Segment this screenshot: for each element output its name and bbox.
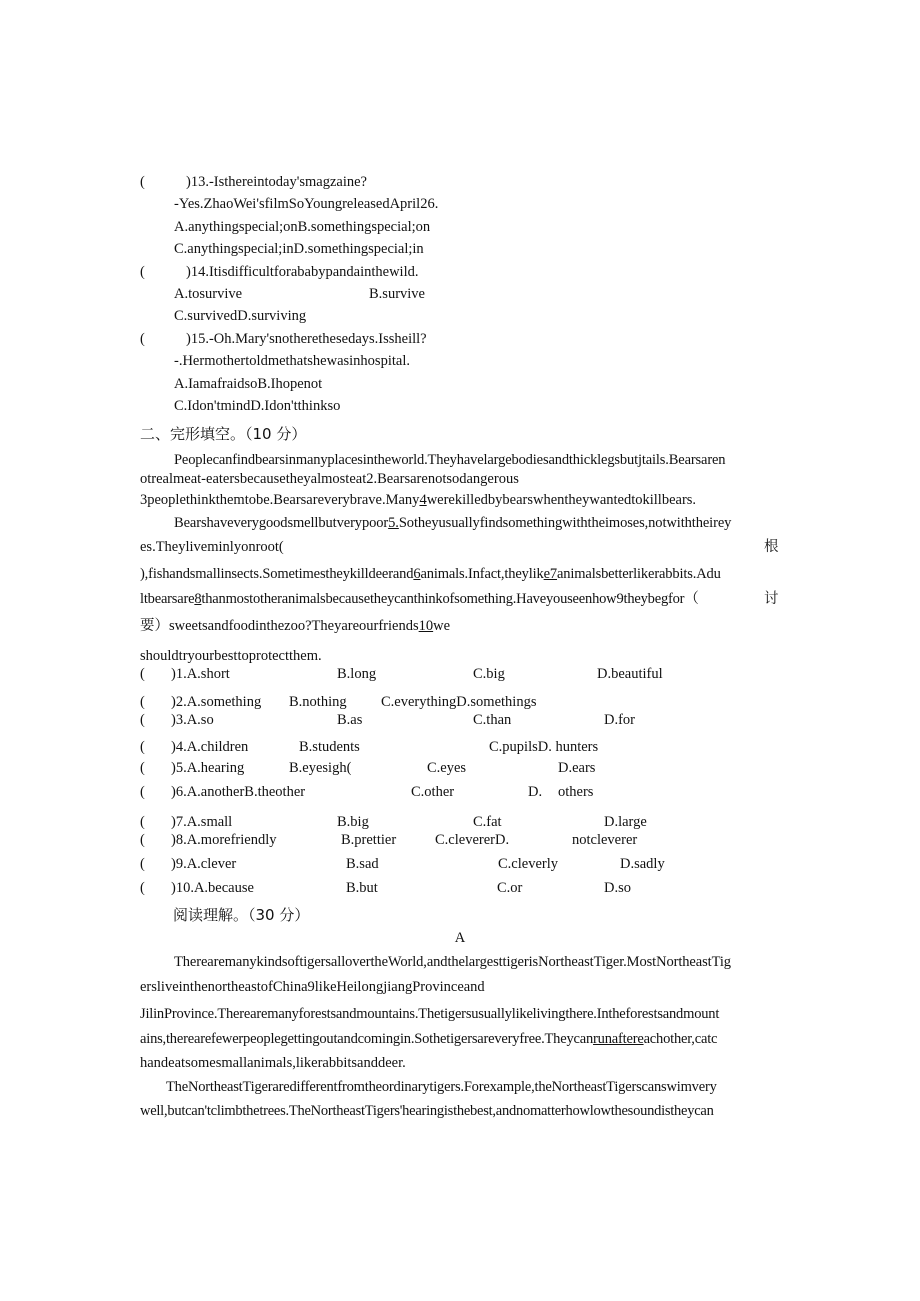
- cloze-p2-line6: shouldtryourbesttoprotectthem.: [140, 648, 322, 664]
- cloze-p2-line4: ltbearsare8thanmostotheranimalsbecausetheycanthinkofsomething.Haveyouseenhow9theybegfor（: [140, 591, 699, 607]
- q13-paren: (: [140, 174, 145, 190]
- opt10-c: C.or: [497, 880, 523, 896]
- opt3-a: )3.A.so: [171, 712, 214, 728]
- q15-paren: (: [140, 331, 145, 347]
- passage-label: A: [454, 930, 466, 946]
- opt9-b: B.sad: [346, 856, 379, 872]
- q14-stem: )14.Itisdifficultforababypandainthewild.: [186, 264, 419, 280]
- cloze-p1-line1: Peoplecanfindbearsinmanyplacesintheworld.Theyhavelargebodiesandthicklegsbutjtails.Bearsaren: [174, 452, 726, 468]
- opt2-b: B.nothing: [289, 694, 347, 710]
- cloze-p1-line2: otrealmeat-eatersbecausetheyalmosteat2.Bearsarenotsodangerous: [140, 471, 519, 487]
- cloze-p2-line4-gloss: 讨: [764, 591, 779, 607]
- opt1-b: B.long: [337, 666, 377, 682]
- q13-reply: -Yes.ZhaoWei'sfilmSoYoungreleasedApril26.: [174, 196, 439, 212]
- reading-line6: TheNortheastTigeraredifferentfromtheordinarytigers.Forexample,theNortheastTigerscanswimvery: [166, 1079, 717, 1095]
- opt8-b: B.prettier: [341, 832, 397, 848]
- cloze-p2-line3: ),fishandsmallinsects.Sometimestheykilldeerand6animals.Infact,theylike7animalsbetterlikerabbits.Adu: [140, 566, 721, 582]
- reading-line1: TherearemanykindsoftigersallovertheWorld,andthelargesttigerisNortheastTiger.MostNortheastTig: [174, 954, 731, 970]
- blank-4: 4: [419, 492, 427, 508]
- opt6-a: )6.A.anotherB.theother: [171, 784, 306, 800]
- opt5-b: B.eyesigh(: [289, 760, 352, 776]
- opt2-c: C.everythingD.somethings: [381, 694, 537, 710]
- blank-8: 8: [194, 591, 202, 607]
- opt9-c: C.cleverly: [498, 856, 558, 872]
- opt3-b: B.as: [337, 712, 363, 728]
- cloze-p2-line1: Bearshaveverygoodsmellbutverypoor5.Sotheyusuallyfindsomethingwiththeimoses,notwiththeirey: [174, 515, 732, 531]
- opt8-paren: (: [140, 832, 145, 848]
- opt4-b: B.students: [299, 739, 360, 755]
- reading-line3: JilinProvince.Therearemanyforestsandmountains.Thetigersusuallylikelivingthere.Intheforestsandmount: [140, 1006, 720, 1022]
- opt3-paren: (: [140, 712, 145, 728]
- opt6-paren: (: [140, 784, 145, 800]
- opt5-c: C.eyes: [427, 760, 467, 776]
- opt6-d: others: [558, 784, 594, 800]
- cloze-p1-line3: 3peoplethinkthemtobe.Bearsareverybrave.Many4werekilledbybearswhentheywantedtokillbears.: [140, 492, 697, 508]
- reading-line2: ersliveinthenortheastofChina9likeHeilongjiangProvinceand: [140, 979, 485, 995]
- cloze-p2-line2-gloss: 根: [764, 539, 779, 555]
- q15-options-cd: C.Idon'tmindD.Idon'tthinkso: [174, 398, 341, 414]
- q13-stem: )13.-Isthereintoday'smagzaine?: [186, 174, 367, 190]
- cloze-p2-line5: 要）sweetsandfoodinthezoo?Theyareourfriends10we: [140, 618, 451, 634]
- opt9-paren: (: [140, 856, 145, 872]
- q13-options-ab: A.anythingspecial;onB.somethingspecial;on: [174, 219, 431, 235]
- cloze-p2-line2: es.Theyliveminlyonroot(: [140, 539, 284, 555]
- opt5-paren: (: [140, 760, 145, 776]
- opt4-c: C.pupilsD. hunters: [489, 739, 599, 755]
- opt10-a: )10.A.because: [171, 880, 254, 896]
- opt10-paren: (: [140, 880, 145, 896]
- opt6-b: C.other: [411, 784, 455, 800]
- opt8-a: )8.A.morefriendly: [171, 832, 277, 848]
- opt3-c: C.than: [473, 712, 512, 728]
- opt5-a: )5.A.hearing: [171, 760, 245, 776]
- opt8-c: C.clevererD.: [435, 832, 510, 848]
- opt10-b: B.but: [346, 880, 378, 896]
- q15-options-ab: A.IamafraidsoB.Ihopenot: [174, 376, 323, 392]
- opt1-d: D.beautiful: [597, 666, 663, 682]
- opt7-b: B.big: [337, 814, 369, 830]
- opt2-a: )2.A.something: [171, 694, 262, 710]
- opt1-a: )1.A.short: [171, 666, 230, 682]
- opt5-d: D.ears: [558, 760, 596, 776]
- q14-option-b: B.survive: [369, 286, 425, 302]
- opt3-d: D.for: [604, 712, 636, 728]
- opt4-paren: (: [140, 739, 145, 755]
- reading-line4: ains,therearefewerpeoplegettingoutandcomingin.Sothetigersareveryfree.Theycanrunaftereachother,catc: [140, 1031, 718, 1047]
- opt7-paren: (: [140, 814, 145, 830]
- q14-paren: (: [140, 264, 145, 280]
- q13-options-cd: C.anythingspecial;inD.somethingspecial;in: [174, 241, 424, 257]
- q15-stem: )15.-Oh.Mary'snotherethesedays.Issheill?: [186, 331, 427, 347]
- opt7-a: )7.A.small: [171, 814, 233, 830]
- opt1-c: C.big: [473, 666, 505, 682]
- opt10-d: D.so: [604, 880, 631, 896]
- reading-line7: well,butcan'tclimbthetrees.TheNortheastTigers'hearingisthebest,andnomatterhowlowthesoundistheycan: [140, 1103, 714, 1119]
- blank-7: e7: [543, 566, 558, 582]
- opt1-paren: (: [140, 666, 145, 682]
- opt9-d: D.sadly: [620, 856, 665, 872]
- opt7-d: D.large: [604, 814, 647, 830]
- q15-reply: -.Hermothertoldmethatshewasinhospital.: [174, 353, 410, 369]
- blank-6: 6: [413, 566, 421, 582]
- opt4-a: )4.A.children: [171, 739, 249, 755]
- q14-options-cd: C.survivedD.surviving: [174, 308, 307, 324]
- q14-option-a: A.tosurvive: [174, 286, 243, 302]
- opt7-c: C.fat: [473, 814, 502, 830]
- blank-5: 5.: [388, 515, 399, 531]
- blank-10: 10: [418, 618, 434, 634]
- reading-heading: 阅读理解。（30 分）: [173, 906, 310, 924]
- opt9-a: )9.A.clever: [171, 856, 237, 872]
- opt6-c: D.: [528, 784, 543, 800]
- opt8-d: notcleverer: [572, 832, 638, 848]
- reading-line5: handeatsomesmallanimals,likerabbitsanddeer.: [140, 1055, 406, 1071]
- cloze-heading: 二、完形填空。（10 分）: [140, 425, 307, 443]
- underlined-phrase: runaftere: [593, 1031, 644, 1047]
- opt2-paren: (: [140, 694, 145, 710]
